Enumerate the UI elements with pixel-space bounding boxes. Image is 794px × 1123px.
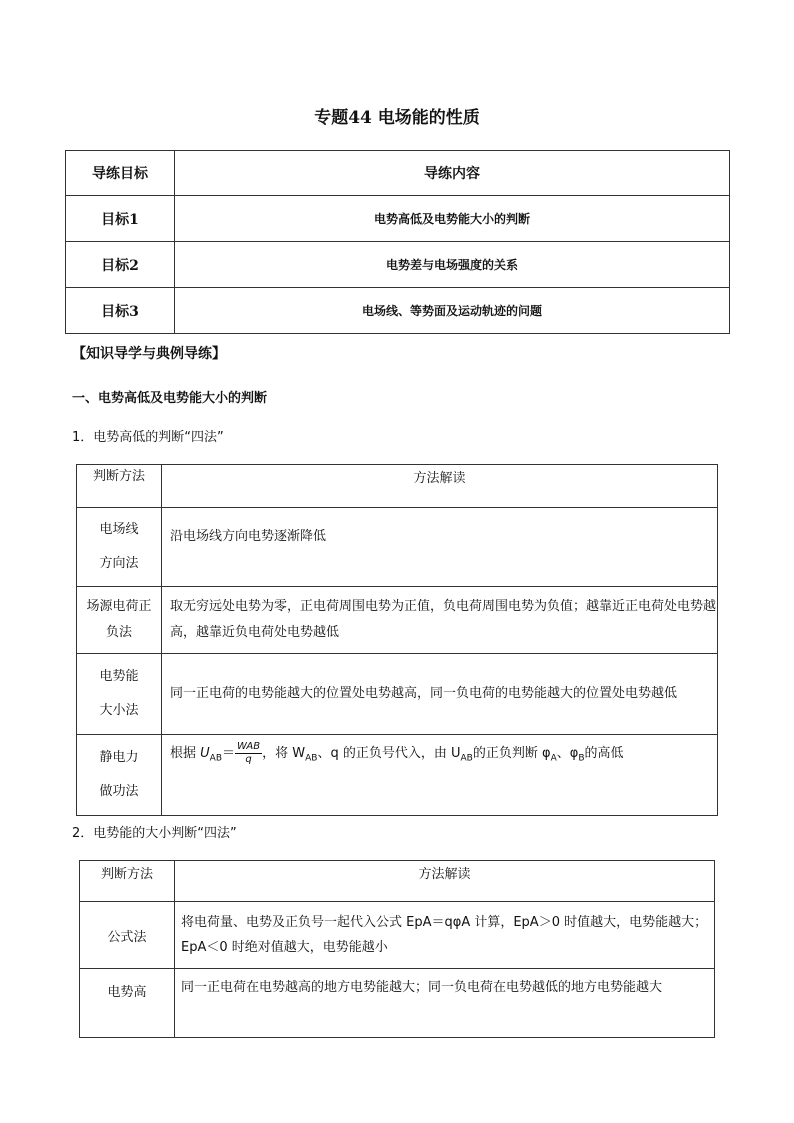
section-heading: 【知识导学与典例导练】 [72, 346, 226, 362]
page-title: 专题44 电场能的性质 [314, 108, 480, 128]
table2-header-desc: 方法解读 [175, 861, 715, 902]
fraction-denominator: q [245, 754, 252, 765]
table-row [80, 969, 715, 1038]
desc-text: 根据 [170, 746, 197, 761]
table1-header-row [77, 465, 718, 508]
method-line: 电势能 [99, 669, 139, 684]
method-line: 负法 [105, 625, 132, 640]
desc-line: 将电荷量、电势及正负号一起代入公式 EpA＝qφA 计算，EpA＞0 时值越大，电势能越大； [181, 915, 708, 930]
table-row [80, 902, 715, 969]
energy-methods-table [79, 860, 715, 1038]
desc-cell: 沿电场线方向电势逐渐降低 [162, 508, 718, 587]
desc-text: ，将 W [262, 746, 306, 761]
formula-subscript: AB [305, 753, 318, 764]
table2-header-row [80, 861, 715, 902]
desc-cell: 同一正电荷在电势越高的地方电势能越大；同一负电荷在电势越低的地方电势能越大 [175, 969, 715, 1038]
method-cell: 电势高 [80, 969, 175, 1038]
table1-header-desc: 方法解读 [162, 465, 718, 508]
item1-heading: 1．电势高低的判断“四法” [72, 430, 224, 445]
goal-content: 电势差与电场强度的关系 [175, 242, 730, 288]
item2-heading: 2．电势能的大小判断“四法” [72, 826, 237, 841]
goal-content: 电场线、等势面及运动轨迹的问题 [175, 288, 730, 334]
method-cell [77, 654, 162, 735]
method-line: 静电力 [99, 750, 139, 765]
goals-header-target: 导练目标 [66, 151, 175, 196]
table-row [77, 508, 718, 587]
goals-header-content: 导练内容 [175, 151, 730, 196]
goal-content: 电势高低及电势能大小的判断 [175, 196, 730, 242]
method-line: 大小法 [99, 703, 139, 718]
formula-subscript: AB [460, 753, 473, 764]
formula-symbol: U [200, 746, 210, 761]
method-line: 场源电荷正 [86, 599, 152, 614]
desc-text: 的高低 [584, 746, 624, 761]
fraction [235, 741, 262, 766]
desc-text: 、φ [556, 746, 579, 761]
table-row [77, 735, 718, 816]
table1-header-method: 判断方法 [77, 465, 162, 508]
method-line: 方向法 [99, 556, 139, 571]
goals-header-row [66, 151, 730, 196]
method-line: 电场线 [99, 522, 139, 537]
desc-text: 的正负判断 φ [472, 746, 551, 761]
goals-row [66, 196, 730, 242]
desc-text: 、q 的正负号代入，由 U [317, 746, 461, 761]
part1-heading: 一、电势高低及电势能大小的判断 [72, 391, 268, 406]
goal-target: 目标1 [66, 196, 175, 242]
table-row [77, 654, 718, 735]
desc-cell: 同一正电荷的电势能越大的位置处电势越高，同一负电荷的电势能越大的位置处电势越低 [162, 654, 718, 735]
formula-subscript: AB [209, 753, 223, 764]
desc-cell: 取无穷远处电势为零，正电荷周围电势为正值，负电荷周围电势为负值；越靠近正电荷处电势越高，越靠近负电荷处电势越低 [162, 587, 718, 654]
method-cell [77, 735, 162, 816]
desc-cell [175, 902, 715, 969]
goals-row [66, 242, 730, 288]
table2-header-method: 判断方法 [80, 861, 175, 902]
method-cell [77, 508, 162, 587]
desc-cell: 根据 $U_{AB}=$ $\frac{\text{WAB}}{q}$ ，将 $W_{AB}$、q 的正负号代入，由 $U_{AB}$的正负判断 $\varphi_A$、$\varphi_B$的高低 [162, 735, 718, 816]
goals-table [65, 150, 730, 334]
desc-line: EpA＜0 时绝对值越大，电势能越小 [181, 940, 388, 955]
method-line: 做功法 [99, 784, 139, 799]
goals-row [66, 288, 730, 334]
method-cell: 公式法 [80, 902, 175, 969]
fraction-numerator: WAB [237, 741, 261, 752]
formula-subscript: B [578, 753, 585, 764]
goal-target: 目标3 [66, 288, 175, 334]
formula-subscript: A [550, 753, 557, 764]
goal-target: 目标2 [66, 242, 175, 288]
potential-methods-table [76, 464, 718, 816]
method-cell [77, 587, 162, 654]
table-row [77, 587, 718, 654]
